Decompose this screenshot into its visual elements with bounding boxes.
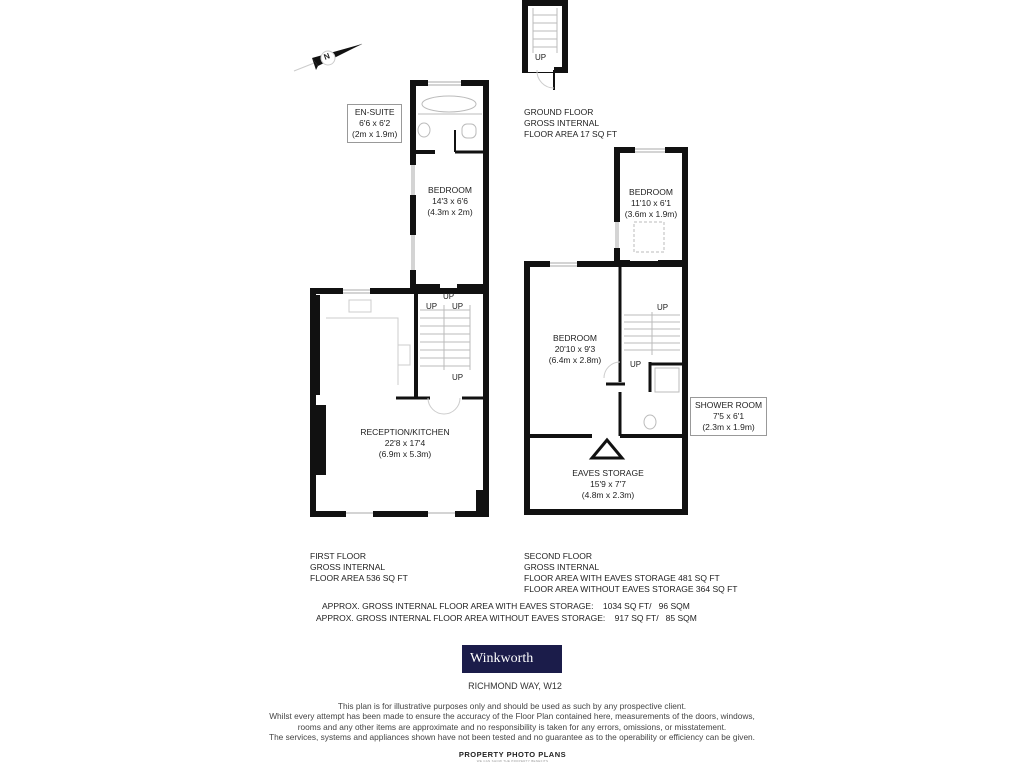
room-size-imperial: 6'6 x 6'2 bbox=[359, 118, 391, 128]
room-size-metric: (6.9m x 5.3m) bbox=[378, 449, 432, 459]
room-name: SHOWER ROOM bbox=[695, 400, 763, 410]
disclaimer-line: rooms and any other items are approximate and no responsibility is taken for any errors, omissions, or misstatement. bbox=[297, 721, 727, 732]
floor-area-without-eaves: FLOOR AREA WITHOUT EAVES STORAGE 364 SQ FT bbox=[524, 584, 738, 594]
room-label-second-floor-small-bedroom bbox=[620, 187, 682, 220]
footer-brand-tagline: WE CAN SHOW THE PROPERTY BENEFITS bbox=[476, 759, 549, 763]
room-size-metric: (2m x 1.9m) bbox=[352, 129, 398, 139]
north-label: N bbox=[322, 51, 332, 62]
floor-area: FLOOR AREA 17 SQ FT bbox=[524, 129, 618, 139]
room-size-imperial: 7'5 x 6'1 bbox=[712, 411, 745, 421]
floor-area-with-eaves: FLOOR AREA WITH EAVES STORAGE 481 SQ FT bbox=[524, 573, 720, 583]
disclaimer bbox=[200, 701, 824, 742]
room-name: BEDROOM bbox=[553, 333, 597, 343]
disclaimer-line: Whilst every attempt has been made to ensure the accuracy of the Floor Plan contained here, measurements of the doors, windows, bbox=[269, 711, 755, 722]
room-name: RECEPTION/KITCHEN bbox=[360, 427, 450, 437]
disclaimer-line: This plan is for illustrative purposes only and should be used as such by any prospective client. bbox=[337, 701, 687, 711]
room-name: BEDROOM bbox=[629, 187, 673, 197]
disclaimer-line: The services, systems and appliances shown have not been tested and no guarantee as to the operability or efficiency can be given. bbox=[269, 731, 755, 742]
total-area-without-eaves: APPROX. GROSS INTERNAL FLOOR AREA WITHOUT EAVES STORAGE: 917 SQ FT/ 85 SQM bbox=[316, 613, 697, 623]
room-size-metric: (4.3m x 2m) bbox=[427, 207, 473, 217]
room-size-metric: (4.8m x 2.3m) bbox=[581, 490, 635, 500]
property-address: RICHMOND WAY, W12 bbox=[468, 681, 562, 691]
room-callout-shower-room bbox=[690, 397, 767, 436]
stair-up-label: UP bbox=[630, 360, 642, 369]
floor-title: GROUND FLOOR bbox=[524, 107, 594, 117]
floor-subtitle: GROSS INTERNAL bbox=[524, 118, 600, 128]
ground-floor-caption bbox=[524, 107, 617, 140]
room-size-imperial: 22'8 x 17'4 bbox=[384, 438, 426, 448]
footer-brand-logo: PROPERTY PHOTO PLANS bbox=[458, 750, 567, 759]
room-label-first-floor-bedroom bbox=[420, 185, 480, 218]
room-size-metric: (6.4m x 2.8m) bbox=[548, 355, 602, 365]
room-size-metric: (2.3m x 1.9m) bbox=[702, 422, 755, 432]
total-area-with-eaves: APPROX. GROSS INTERNAL FLOOR AREA WITH EAVES STORAGE: 1034 SQ FT/ 96 SQM bbox=[322, 601, 690, 611]
stair-up-label: UP bbox=[443, 292, 455, 301]
stair-up-label: UP bbox=[535, 53, 547, 62]
room-size-imperial: 15'9 x 7'7 bbox=[590, 479, 626, 489]
room-label-second-floor-bedroom bbox=[535, 333, 615, 366]
first-floor-caption bbox=[310, 551, 408, 584]
room-size-imperial: 14'3 x 6'6 bbox=[432, 196, 468, 206]
room-size-imperial: 20'10 x 9'3 bbox=[554, 344, 596, 354]
stair-up-label: UP bbox=[426, 302, 438, 311]
stair-up-label: UP bbox=[657, 303, 669, 312]
room-callout-en-suite bbox=[347, 104, 402, 143]
room-size-metric: (3.6m x 1.9m) bbox=[624, 209, 678, 219]
floor-subtitle: GROSS INTERNAL bbox=[310, 562, 386, 572]
stair-up-label: UP bbox=[452, 373, 464, 382]
floor-area: FLOOR AREA 536 SQ FT bbox=[310, 573, 408, 583]
floor-title: SECOND FLOOR bbox=[524, 551, 593, 561]
agent-logo: Winkworth bbox=[462, 645, 562, 673]
room-label-eaves-storage bbox=[560, 468, 656, 501]
room-name: BEDROOM bbox=[428, 185, 472, 195]
ground-floor-plan bbox=[525, 3, 565, 90]
room-name: EN-SUITE bbox=[354, 107, 395, 117]
second-floor-caption bbox=[524, 551, 738, 595]
floor-title: FIRST FLOOR bbox=[310, 551, 367, 561]
stair-up-label: UP bbox=[452, 302, 464, 311]
floor-subtitle: GROSS INTERNAL bbox=[524, 562, 600, 572]
room-label-reception-kitchen bbox=[345, 427, 465, 460]
room-name: EAVES STORAGE bbox=[572, 468, 644, 478]
room-size-imperial: 11'10 x 6'1 bbox=[631, 198, 671, 208]
